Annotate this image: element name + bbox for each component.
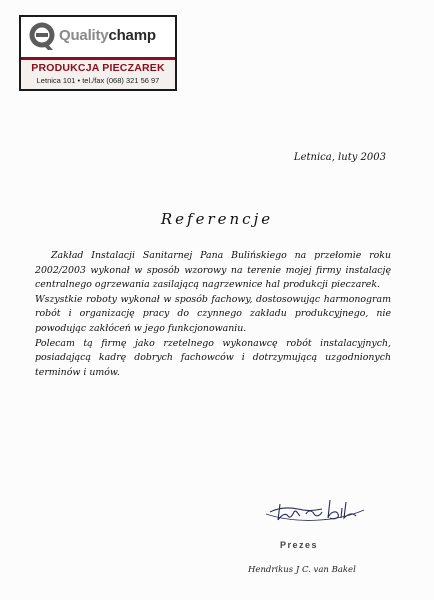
letterhead-band — [21, 57, 175, 89]
letter-date: Letnica, luty 2003 — [293, 152, 386, 163]
brand-name — [59, 27, 156, 45]
body-paragraph: Polecam tą firmę jako rzetelnego wykonawcę robót instalacyjnych, posiadającą kadrę dobrych fachowców i dotrzymującą uzgodnionych terminów i umów. — [35, 337, 391, 378]
letter-body — [35, 249, 391, 380]
body-paragraph: Wszystkie roboty wykonał w sposób fachowy, dostosowując harmonogram robót i organizację pracy do czynnego zakładu produkcyjnego, nie powodując zakłóceń w jego funkcjonowaniu. — [35, 293, 391, 334]
brand-name-part1: Quality — [59, 27, 109, 44]
letterhead-brand-area — [21, 17, 175, 57]
letterhead-address: Letnica 101 • tel./fax (068) 321 56 97 — [36, 76, 160, 85]
letterhead — [19, 15, 177, 91]
letter-title: Referencje — [160, 210, 274, 228]
brand-name-part2: champ — [108, 27, 156, 44]
signer-role: Prezes — [280, 540, 319, 550]
letterhead-subtitle: PRODUKCJA PIECZAREK — [31, 62, 165, 74]
quality-q-logo-icon — [27, 21, 57, 51]
signer-name: Hendrikus J C. van Bakel — [248, 565, 356, 575]
handwritten-signature — [266, 494, 366, 528]
body-paragraph: Zakład Instalacji Sanitarnej Pana Bulińskiego na przełomie roku 2002/2003 wykonał w sposób wzorowy na terenie mojej firmy instalację centralnego ogrzewania zasilającą nagrzewnice hal produkcji pieczarek. — [35, 250, 391, 291]
